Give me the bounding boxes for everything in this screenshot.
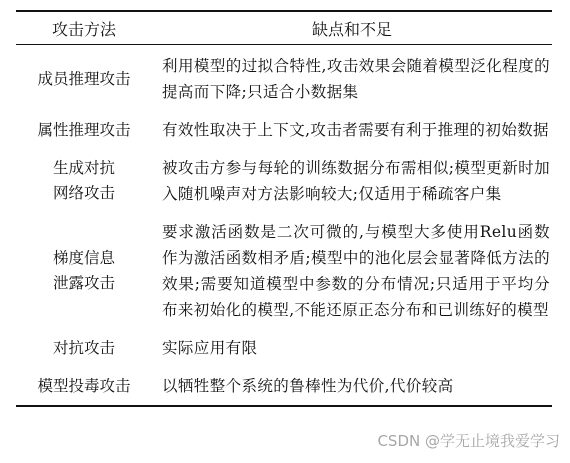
table-row xyxy=(16,149,552,213)
method-cell xyxy=(16,329,152,367)
defect-cell: 利用模型的过拟合特性,攻击效果会随着模型泛化程度的提高而下降;只适合小数据集 xyxy=(162,57,550,101)
method-cell xyxy=(16,367,152,406)
defect-cell: 被攻击方参与每轮的训练数据分布需相似;模型更新时加入随机噪声对方法影响较大;仅适用于稀疏客户集 xyxy=(162,159,550,203)
method-cell xyxy=(16,213,152,329)
watermark: CSDN @学无止境我爱学习 xyxy=(377,432,560,450)
method-name-line-1: 梯度信息 xyxy=(52,249,115,267)
method-name: 成员推理攻击 xyxy=(37,69,131,88)
defect-cell: 以牺牲整个系统的鲁棒性为代价,代价较高 xyxy=(162,377,454,395)
method-name-line-2: 网络攻击 xyxy=(52,184,115,202)
defect-cell: 要求激活函数是二次可微的,与模型大多使用Relu函数作为激活函数相矛盾;模型中的池化层会显著降低方法的效果;需要知道模型中参数的分布情况;只适用于平均分布来初始化的模型,不能还原正态分布和已训练好的模型 xyxy=(162,223,550,319)
table-row xyxy=(16,329,552,367)
table-row xyxy=(16,45,552,112)
defects-table-container xyxy=(16,10,552,407)
header-defect: 缺点和不足 xyxy=(311,19,392,39)
table-row xyxy=(16,213,552,329)
method-name: 属性推理攻击 xyxy=(37,120,131,139)
defect-cell: 实际应用有限 xyxy=(162,339,258,357)
method-cell xyxy=(16,149,152,213)
table-row xyxy=(16,111,552,149)
defect-cell: 有效性取决于上下文,攻击者需要有利于推理的初始数据 xyxy=(162,121,549,139)
method-name: 模型投毒攻击 xyxy=(37,376,131,395)
method-name: 对抗攻击 xyxy=(52,338,115,357)
method-name-line-2: 泄露攻击 xyxy=(52,274,115,292)
defects-table xyxy=(16,10,552,407)
table-row xyxy=(16,367,552,406)
table-header-row xyxy=(16,11,552,45)
method-cell xyxy=(16,111,152,149)
header-method: 攻击方法 xyxy=(51,19,116,39)
method-cell xyxy=(16,45,152,112)
method-name-line-1: 生成对抗 xyxy=(52,159,115,177)
